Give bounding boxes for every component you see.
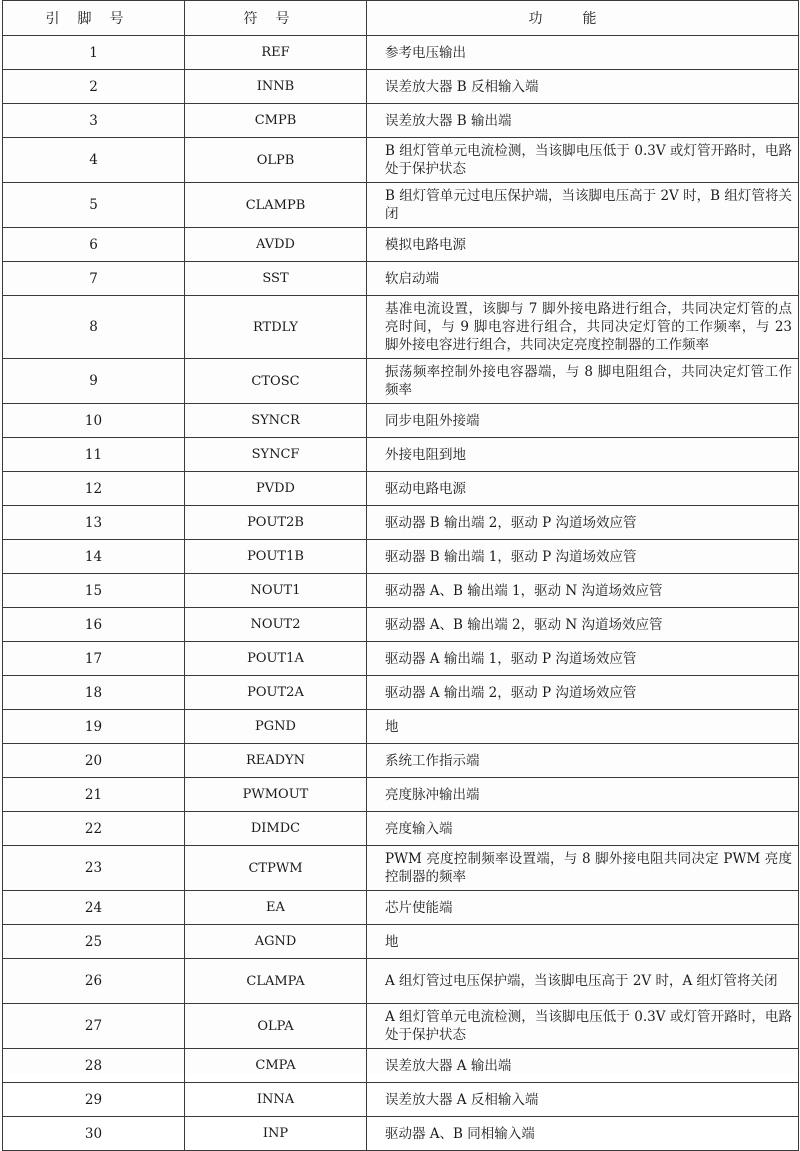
pin-symbol: PVDD bbox=[185, 472, 367, 506]
table-row bbox=[3, 70, 799, 104]
pin-symbol: CMPB bbox=[185, 104, 367, 138]
pin-function: 亮度输入端 bbox=[367, 812, 799, 846]
table-row bbox=[3, 1117, 799, 1151]
header-function: 功能 bbox=[367, 1, 799, 36]
pin-symbol: NOUT1 bbox=[185, 574, 367, 608]
pin-function: 驱动器 A、B 同相输入端 bbox=[367, 1117, 799, 1151]
table-row bbox=[3, 1083, 799, 1117]
pin-number: 8 bbox=[3, 296, 185, 359]
pin-function: B 组灯管单元过电压保护端，当该脚电压高于 2V 时，B 组灯管将关闭 bbox=[367, 183, 799, 228]
pin-function: 参考电压输出 bbox=[367, 36, 799, 70]
table-row bbox=[3, 608, 799, 642]
table-row bbox=[3, 296, 799, 359]
table-row bbox=[3, 404, 799, 438]
pin-symbol: OLPB bbox=[185, 138, 367, 183]
table-row bbox=[3, 506, 799, 540]
pin-number: 2 bbox=[3, 70, 185, 104]
pin-function: 驱动电路电源 bbox=[367, 472, 799, 506]
table-row bbox=[3, 710, 799, 744]
pin-function: 驱动器 A 输出端 2，驱动 P 沟道场效应管 bbox=[367, 676, 799, 710]
pin-number: 3 bbox=[3, 104, 185, 138]
pin-symbol: POUT2A bbox=[185, 676, 367, 710]
pin-function: 同步电阻外接端 bbox=[367, 404, 799, 438]
pin-symbol: OLPA bbox=[185, 1004, 367, 1049]
pin-function: 振荡频率控制外接电容器端，与 8 脚电阻组合，共同决定灯管工作频率 bbox=[367, 359, 799, 404]
pin-number: 19 bbox=[3, 710, 185, 744]
table-row bbox=[3, 676, 799, 710]
pin-function: 外接电阻到地 bbox=[367, 438, 799, 472]
table-row bbox=[3, 1049, 799, 1083]
pin-symbol: CTOSC bbox=[185, 359, 367, 404]
pin-function-table bbox=[2, 0, 799, 1151]
pin-symbol: RTDLY bbox=[185, 296, 367, 359]
pin-number: 4 bbox=[3, 138, 185, 183]
pin-symbol: READYN bbox=[185, 744, 367, 778]
pin-symbol: CLAMPB bbox=[185, 183, 367, 228]
table-row bbox=[3, 438, 799, 472]
pin-number: 23 bbox=[3, 846, 185, 891]
pin-number: 7 bbox=[3, 262, 185, 296]
header-symbol: 符号 bbox=[185, 1, 367, 36]
pin-symbol: POUT1B bbox=[185, 540, 367, 574]
pin-number: 20 bbox=[3, 744, 185, 778]
pin-function: 芯片使能端 bbox=[367, 891, 799, 925]
pin-number: 5 bbox=[3, 183, 185, 228]
pin-function: 软启动端 bbox=[367, 262, 799, 296]
pin-symbol: AGND bbox=[185, 925, 367, 959]
pin-function: B 组灯管单元电流检测，当该脚电压低于 0.3V 或灯管开路时，电路处于保护状态 bbox=[367, 138, 799, 183]
table-row bbox=[3, 812, 799, 846]
pin-number: 27 bbox=[3, 1004, 185, 1049]
pin-number: 29 bbox=[3, 1083, 185, 1117]
pin-number: 17 bbox=[3, 642, 185, 676]
table-row bbox=[3, 846, 799, 891]
pin-function: 误差放大器 A 反相输入端 bbox=[367, 1083, 799, 1117]
pin-function: 亮度脉冲输出端 bbox=[367, 778, 799, 812]
table-row bbox=[3, 262, 799, 296]
table-row bbox=[3, 183, 799, 228]
pin-number: 14 bbox=[3, 540, 185, 574]
pin-number: 25 bbox=[3, 925, 185, 959]
pin-function: 地 bbox=[367, 710, 799, 744]
table-row bbox=[3, 472, 799, 506]
pin-symbol: INNB bbox=[185, 70, 367, 104]
pin-symbol: DIMDC bbox=[185, 812, 367, 846]
pin-symbol: AVDD bbox=[185, 228, 367, 262]
pin-function: 驱动器 B 输出端 1，驱动 P 沟道场效应管 bbox=[367, 540, 799, 574]
pin-symbol: CMPA bbox=[185, 1049, 367, 1083]
pin-number: 11 bbox=[3, 438, 185, 472]
pin-number: 28 bbox=[3, 1049, 185, 1083]
pin-number: 22 bbox=[3, 812, 185, 846]
pin-function: 驱动器 B 输出端 2，驱动 P 沟道场效应管 bbox=[367, 506, 799, 540]
pin-number: 21 bbox=[3, 778, 185, 812]
pin-function: 误差放大器 A 输出端 bbox=[367, 1049, 799, 1083]
pin-number: 13 bbox=[3, 506, 185, 540]
pin-number: 18 bbox=[3, 676, 185, 710]
pin-symbol: POUT2B bbox=[185, 506, 367, 540]
pin-number: 10 bbox=[3, 404, 185, 438]
pin-symbol: SYNCR bbox=[185, 404, 367, 438]
pin-function: 误差放大器 B 反相输入端 bbox=[367, 70, 799, 104]
pin-number: 26 bbox=[3, 959, 185, 1004]
pin-function: 模拟电路电源 bbox=[367, 228, 799, 262]
pin-number: 12 bbox=[3, 472, 185, 506]
header-pin-number: 引脚号 bbox=[3, 1, 185, 36]
pin-symbol: REF bbox=[185, 36, 367, 70]
table-row bbox=[3, 540, 799, 574]
table-row bbox=[3, 104, 799, 138]
table-row bbox=[3, 138, 799, 183]
pin-symbol: PWMOUT bbox=[185, 778, 367, 812]
pin-symbol: EA bbox=[185, 891, 367, 925]
table-row bbox=[3, 778, 799, 812]
pin-symbol: PGND bbox=[185, 710, 367, 744]
table-row bbox=[3, 36, 799, 70]
pin-number: 30 bbox=[3, 1117, 185, 1151]
pin-symbol: CTPWM bbox=[185, 846, 367, 891]
pin-number: 15 bbox=[3, 574, 185, 608]
pin-function: 地 bbox=[367, 925, 799, 959]
pin-function: 驱动器 A 输出端 1，驱动 P 沟道场效应管 bbox=[367, 642, 799, 676]
pin-function: 基准电流设置，该脚与 7 脚外接电路进行组合，共同决定灯管的点亮时间，与 9 脚电容进行组合，共同决定灯管的工作频率，与 23 脚外接电容进行组合，共同决定亮度控制器的工作频率 bbox=[367, 296, 799, 359]
pin-function: 驱动器 A、B 输出端 1，驱动 N 沟道场效应管 bbox=[367, 574, 799, 608]
pin-function: PWM 亮度控制频率设置端，与 8 脚外接电阻共同决定 PWM 亮度控制器的频率 bbox=[367, 846, 799, 891]
pin-symbol: SST bbox=[185, 262, 367, 296]
pin-symbol: SYNCF bbox=[185, 438, 367, 472]
pin-symbol: NOUT2 bbox=[185, 608, 367, 642]
table-row bbox=[3, 891, 799, 925]
table-row bbox=[3, 642, 799, 676]
table-row bbox=[3, 359, 799, 404]
pin-symbol: CLAMPA bbox=[185, 959, 367, 1004]
table-row bbox=[3, 1004, 799, 1049]
table-row bbox=[3, 574, 799, 608]
pin-function: 系统工作指示端 bbox=[367, 744, 799, 778]
pin-function: A 组灯管过电压保护端，当该脚电压高于 2V 时，A 组灯管将关闭 bbox=[367, 959, 799, 1004]
pin-symbol: POUT1A bbox=[185, 642, 367, 676]
pin-number: 24 bbox=[3, 891, 185, 925]
pin-symbol: INNA bbox=[185, 1083, 367, 1117]
pin-number: 1 bbox=[3, 36, 185, 70]
pin-number: 9 bbox=[3, 359, 185, 404]
pin-number: 6 bbox=[3, 228, 185, 262]
table-row bbox=[3, 228, 799, 262]
pin-number: 16 bbox=[3, 608, 185, 642]
table-row bbox=[3, 744, 799, 778]
table-header-row bbox=[3, 1, 799, 36]
pin-symbol: INP bbox=[185, 1117, 367, 1151]
pin-function: 驱动器 A、B 输出端 2，驱动 N 沟道场效应管 bbox=[367, 608, 799, 642]
pin-function: A 组灯管单元电流检测，当该脚电压低于 0.3V 或灯管开路时，电路处于保护状态 bbox=[367, 1004, 799, 1049]
table-row bbox=[3, 959, 799, 1004]
pin-function: 误差放大器 B 输出端 bbox=[367, 104, 799, 138]
table-row bbox=[3, 925, 799, 959]
